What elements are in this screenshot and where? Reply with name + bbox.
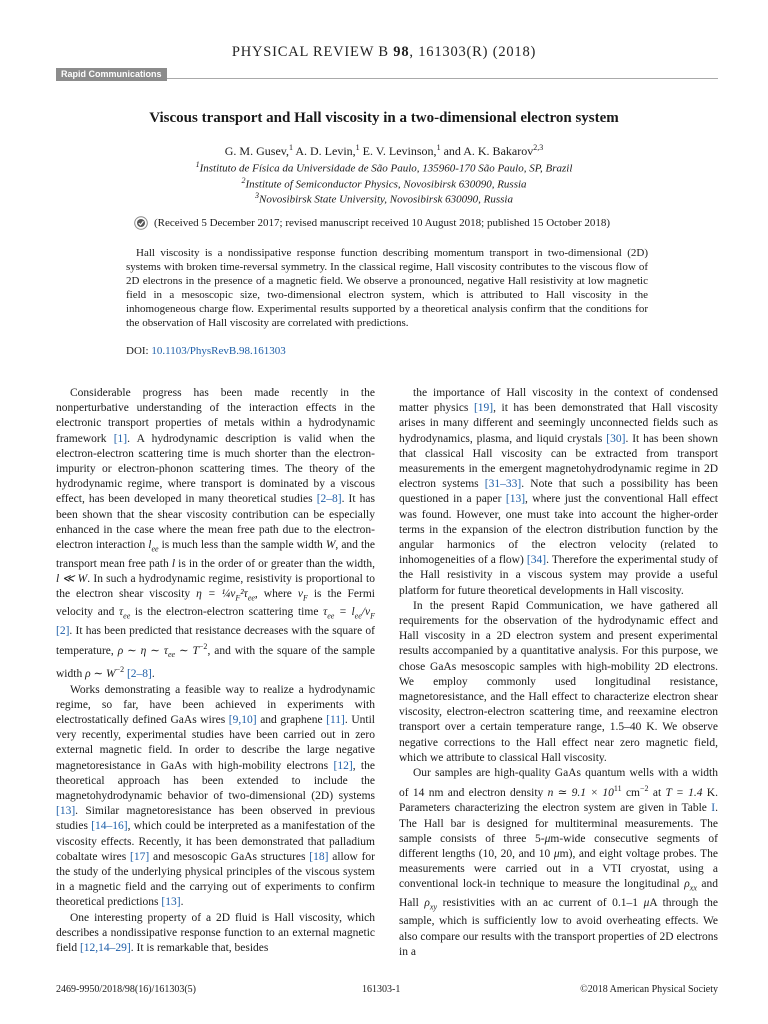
math: μ [643,896,650,909]
received-dates [134,216,610,230]
citation-link[interactable]: [9,10] [228,713,257,726]
affiliation: $^2$Institute of Semiconductor Physics, Novosibirsk 630090, Russia [241,176,527,191]
author[interactable]: G. M. Gusev,$^1$ [224,143,293,158]
math-subscript: F [370,611,375,621]
citation-link[interactable]: [13] [56,805,76,818]
author[interactable]: E. V. Levinson,$^1$ [362,143,441,158]
citation-link[interactable]: [12] [333,759,353,772]
math-subscript: xy [429,902,438,912]
journal-header [0,44,768,61]
math-subscript: F [235,593,241,603]
footer-page: 161303-1 [362,984,401,995]
math: τ [323,606,328,619]
footer-copyright: ©2018 American Physical Society [580,984,718,995]
body-paragraph: the importance of Hall viscosity in the context of condensed matter physics [19], it has been demonstrated that Hall viscosity arises in many different and seemingly unconnected fields such as hydrodynamics, plasma, and liquid crystals [30]. It has been shown that classical Hall viscosity can be extracted from transport measurements in the emergent magnetohydrodynamic regime in 2D electron systems [31–33]. Note that such a possibility has been questioned in a paper [13], where just the conventional Hall effect was found. However, one must take into account the higher-order terms in the expansion of the electron distribution function by the angular harmonics of the electron velocity (related to inhomogeneities of a flow) [34]. Therefore the experimental study of the Hall resistivity in a viscous system may provide a useful platform for future theoretical developments in Hall viscosity. [399,387,719,597]
citation-link[interactable]: [2–8] [316,493,342,506]
math: W [325,539,336,552]
author[interactable]: and A. K. Bakarov$^{2,3}$ [443,143,544,158]
affiliation: $^3$Novosibirsk State University, Novosibirsk 630090, Russia [255,191,513,206]
abstract: Hall viscosity is a nondissipative response function describing momentum transport in two-dimensional (2D) systems with broken time-reversal symmetry. In the classical regime, Hall viscosity contributes to the viscous flow of 2D electrons in the presence of a magnetic field. We observe a pronounced, negative Hall resistivity at low magnetic field in a mesoscopic size, two-dimensional electron system, which is attributed to Hall viscosity in the inhomogeneous charge flow. Experimental results supported by a theoretical analysis confirm that the conditions for the observation of Hall viscosity are correlated with predictions. [126,247,648,329]
citation-link[interactable]: [34] [526,554,547,567]
math: τ [119,606,124,619]
citation-link[interactable]: [2] [56,624,70,637]
math-superscript: −2 [640,784,649,794]
received-text: (Received 5 December 2017; revised manuscript received 10 August 2018; published 15 October 2018) [154,217,611,229]
citation-link[interactable]: [19] [473,402,494,415]
math-subscript: xx [689,883,697,893]
math: T = 1.4 [665,787,703,800]
math: n ≃ 9.1 × 10 [547,787,614,800]
math: = l [334,606,355,619]
citation-link[interactable]: [13] [505,493,526,506]
citation-link[interactable]: [12,14–29] [79,941,131,954]
citation-link[interactable]: [1] [113,432,128,445]
citation-link[interactable]: [11] [326,713,345,726]
citation-link[interactable]: [30] [606,432,626,445]
doi-link[interactable]: 10.1103/PhysRevB.98.161303 [151,345,286,357]
citation-link[interactable]: [13] [161,896,181,909]
math-subscript: ee [354,611,362,621]
author-list [0,143,768,159]
math: η = ¼v [196,587,236,600]
math: ρ [684,878,690,891]
math-subscript: ee [151,544,159,554]
body-paragraph: Works demonstrating a feasible way to realize a hydrodynamic regime, so far, have been achieved in experiments with electrostatically defined GaAs wires [9,10] and graphene [11]. Until very recently, experimental studies have been carried out in zero external magnetic field. In order to describe the large negative magnetoresistance in GaAs with high-mobility electrons [12], the theoretical approach has been extended to include the magnetohydrodynamic behavior of two-dimensional (2D) systems [13]. Similar magnetoresistance has been observed in previous studies [14–16], which could be interpreted as a manifestation of the viscosity effects. Recently, it has been demonstrated that palladium cobaltate wires [17] and mesoscopic GaAs structures [18] allow for the study of the underlying physical principles of the viscous system in a magnetic field and the carrying out of experiments to confirm theoretical predictions [13]. [56,683,376,909]
citation-link[interactable]: [18] [309,850,329,863]
math-subscript: F [302,593,308,603]
math-superscript: 11 [613,784,622,794]
citation-link[interactable]: [17] [130,850,150,863]
affiliation: $^1$Instituto de Física da Universidade de São Paulo, 135960-170 São Paulo, SP, Brazil [195,160,573,175]
math: ∼ T [175,644,199,657]
journal-article: , 161303(R) (2018) [409,44,537,60]
math: ρ [424,896,430,909]
math-subscript: ee [327,611,335,621]
math: μ [553,847,560,860]
math-superscript: −2 [198,642,208,652]
journal-name: PHYSICAL REVIEW B [231,44,389,60]
math: ²τ [240,587,248,600]
math: l [148,539,152,552]
body-paragraph: Considerable progress has been made recently in the nonperturbative understanding of the interaction effects in the electronic transport properties of metals within a hydrodynamic framework [1]. A hydrodynamic description is valid when the electron-electron scattering time is much shorter than the electron-impurity or electron-phonon scattering times. The theory of the hydrodynamic regime, where transport is dominated by a viscous effect, has been developed in many theoretical studies [2–8]. It has been shown that the shear viscosity contribution can be especially enhanced in the case where the mean free path due to the electron-electron interaction $l_{ee}$ is much less than the sample width W, and the transport mean free path l is in the order of or greater than the width, l ≪ W. In such a hydrodynamic regime, resistivity is proportional to the electron shear viscosity $\eta = \frac{1}{4}v_F^2\tau_{ee}$, where $v_F$ is the Fermi velocity and $\tau_{ee}$ is the electron-electron scattering time $\tau_{ee} = l_{ee}/v_F$ [2]. It has been predicted that resistance decreases with the square of temperature, ρ ∼ η ∼ $\tau_{ee}$ ∼ $T^{-2}$, and with the square of the sample width ρ ∼ $W^{-2}$ [2–8]. [56,387,376,681]
citation-link[interactable]: [2–8] [126,668,152,681]
math: μ [544,832,551,845]
citation-link[interactable]: [31–33] [484,478,522,491]
crossmark-icon[interactable] [134,216,148,230]
math: ρ ∼ W [85,668,116,681]
math-superscript: −2 [115,665,125,675]
body-column-right [399,386,718,960]
paper-title: Viscous transport and Hall viscosity in a two-dimensional electron system [149,110,619,126]
author[interactable]: A. D. Levin,$^1$ [295,143,360,158]
body-column-left [56,386,375,956]
body-paragraph: In the present Rapid Communication, we have gathered all requirements for the observation of the hydrodynamic effect and Hall viscosity in a 2D electron system and present experimental results accompanied by a quantitative analysis. For this purpose, we chose GaAs mesoscopic samples with high-mobility 2D electrons. We employ commonly used longitudinal resistance, magnetoresistance, and the Hall effect to characterize electron shear viscosity, electron-electron scattering time, and reexamine electron transport over a certain temperature range, 1.5–40 K. We observe negative corrections to the Hall effect near zero magnetic field, which we attribute to classical Hall viscosity. [399,599,718,764]
doi-line: DOI: 10.1103/PhysRevB.98.161303 [126,345,286,357]
citation-link[interactable]: [14–16] [91,820,128,833]
body-paragraph: Our samples are high-quality GaAs quantum wells with a width of 14 nm and electron density n ≃ $9.1 \times 10^{11}$ $cm^{-2}$ at T = 1.4 K. Parameters characterizing the electron system are given in Table I. The Hall bar is designed for multiterminal measurements. The sample consists of three 5-μm-wide consecutive segments of different lengths (10, 20, and 10 μm), and eight voltage probes. The measurements were carried out in a VTI cryostat, using a conventional lock-in technique to measure the longitudinal $\rho_{xx}$ and Hall $\rho_{xy}$ resistivities with an ac current of 0.1–1 μA through the sample, which is sufficiently low to avoid overheating effects. We also compare our results with the transport properties of 2D electrons in a [399,767,719,958]
math: ρ ∼ η ∼ τ [117,644,168,657]
journal-volume: 98 [393,44,410,60]
math: l ≪ W [56,572,88,585]
math: l [171,557,176,570]
citation-link[interactable]: I [711,802,716,815]
math: v [297,587,303,600]
footer-issn: 2469-9950/2018/98(16)/161303(5) [56,984,196,995]
math-subscript: ee [167,650,176,660]
math-subscript: ee [247,593,255,603]
body-paragraph: One interesting property of a 2D fluid is Hall viscosity, which describes a nondissipative response function to an external magnetic field [12,14–29]. It is remarkable that, besides [56,911,375,954]
section-tag: Rapid Communications [56,68,167,81]
math: /v [361,606,371,619]
math-subscript: ee [123,611,131,621]
